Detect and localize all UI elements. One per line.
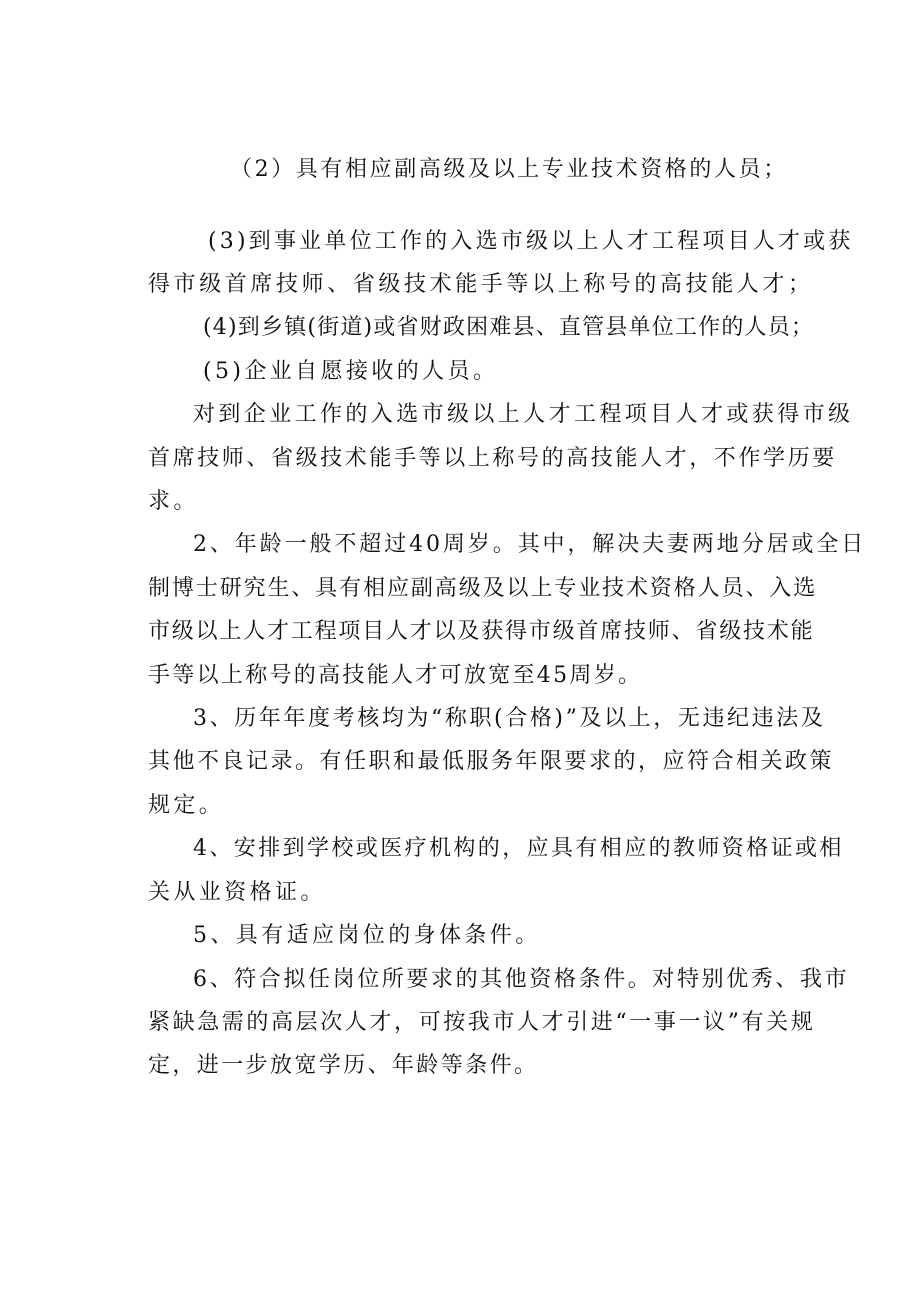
text-line-enterprise-note: 对到企业工作的入选市级以上人才工程项目人才或获得市级 [193, 402, 854, 427]
text-line-condition-5: (5)企业自愿接收的人员。 [203, 359, 499, 384]
text-line-condition-3: (3)到事业单位工作的入选市级以上人才工程项目人才或获 [208, 229, 854, 254]
text-line-condition-3-cont: 得市级首席技师、省级技术能手等以上称号的高技能人才； [148, 272, 814, 297]
text-line-item-5-health: 5、具有适应岗位的身体条件。 [193, 923, 541, 948]
text-line-condition-2: （2）具有相应副高级及以上专业技术资格的人员； [230, 157, 788, 182]
text-line-item-6-other: 6、符合拟任岗位所要求的其他资格条件。对特别优秀、我市 [193, 967, 850, 992]
text-line-item-2-cont-2: 市级以上人才工程项目人才以及获得市级首席技师、省级技术能 [148, 619, 815, 644]
text-line-item-2-cont-3: 手等以上称号的高技能人才可放宽至45周岁。 [148, 663, 643, 688]
text-line-item-3-cont-2: 规定。 [148, 793, 225, 818]
text-line-condition-4: (4)到乡镇(街道)或省财政困难县、直管县单位工作的人员； [203, 315, 815, 340]
text-line-item-4-certificate: 4、安排到学校或医疗机构的，应具有相应的教师资格证或相 [193, 836, 844, 861]
text-line-item-3-cont-1: 其他不良记录。有任职和最低服务年限要求的，应符合相关政策 [148, 749, 835, 774]
text-line-item-2-age: 2、年龄一般不超过40周岁。其中，解决夫妻两地分居或全日 [193, 532, 867, 557]
text-line-item-6-cont-2: 定，进一步放宽学历、年龄等条件。 [148, 1053, 539, 1078]
text-line-item-6-cont-1: 紧缺急需的高层次人才，可按我市人才引进“一事一议”有关规 [148, 1010, 816, 1035]
text-line-item-3-assessment: 3、历年年度考核均为“称职(合格)”及以上，无违纪违法及 [193, 706, 826, 731]
text-line-item-2-cont-1: 制博士研究生、具有相应副高级及以上专业技术资格人员、入选 [148, 576, 818, 601]
text-line-enterprise-note-cont: 首席技师、省级技术能手等以上称号的高技能人才，不作学历要 [148, 446, 837, 471]
text-line-enterprise-note-end: 求。 [148, 489, 199, 514]
text-line-item-4-cont: 关从业资格证。 [148, 880, 326, 905]
